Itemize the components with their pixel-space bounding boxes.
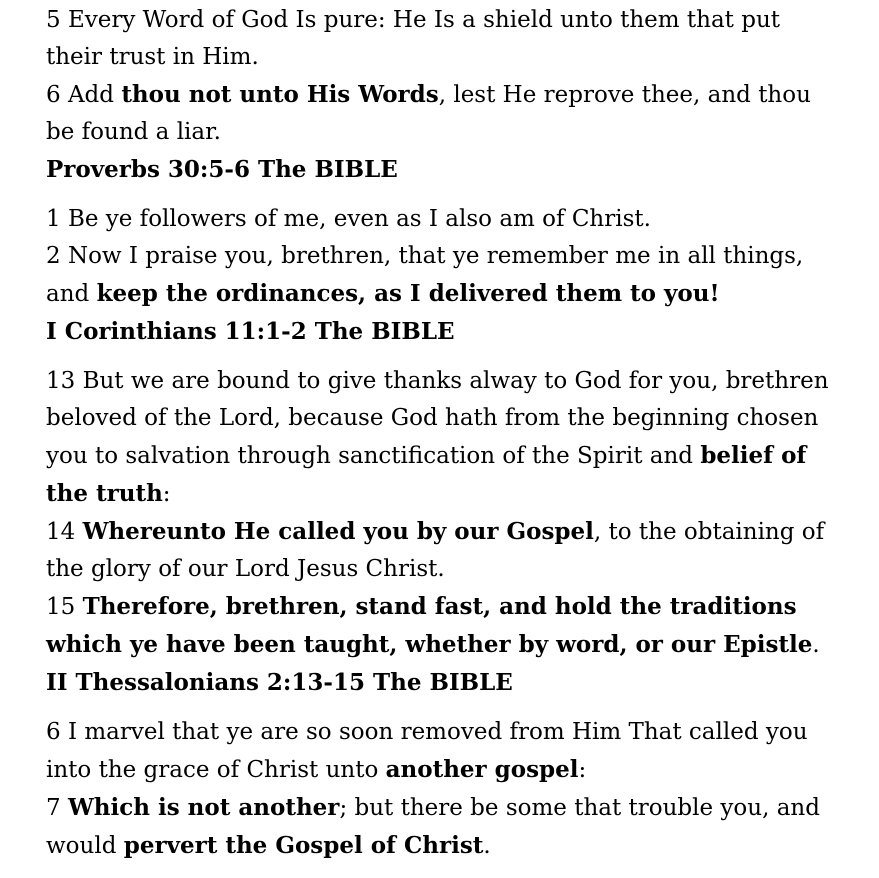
verse-line	[46, 714, 871, 751]
verse-line	[46, 275, 871, 313]
verse-line	[46, 76, 871, 114]
verse-emphasis: belief of	[700, 442, 807, 469]
verse-line	[46, 201, 871, 238]
verse-text: 7	[46, 795, 68, 821]
verse-line	[46, 363, 871, 400]
verse-emphasis: Therefore, brethren, stand fast, and hold the traditions	[82, 593, 797, 620]
verse-line	[46, 789, 871, 827]
verse-text: be found a liar.	[46, 119, 221, 145]
verse-text: .	[483, 833, 491, 859]
verse-emphasis: thou not unto His Words	[121, 81, 439, 108]
verse-text: :	[578, 757, 587, 783]
scripture-reference: I Corinthians 11:1-2 The BIBLE	[46, 318, 455, 345]
scripture-passage	[46, 363, 871, 701]
verse-emphasis: Which is not another	[67, 794, 340, 821]
verse-text: ; but there be some that trouble you, and	[339, 795, 820, 821]
verse-text: you to salvation through sanctification of the Spirit and	[46, 443, 701, 469]
verse-text: 6 I marvel that ye are so soon removed from Him That called you	[46, 719, 808, 745]
verse-emphasis: which ye have been taught, whether by word, or our Epistle	[46, 631, 813, 658]
verse-text: their trust in Him.	[46, 44, 259, 70]
verse-text: beloved of the Lord, because God hath from the beginning chosen	[46, 405, 819, 431]
verse-text: 13 But we are bound to give thanks alway to God for you, brethren	[46, 368, 829, 394]
scripture-reference: Proverbs 30:5-6 The BIBLE	[46, 156, 398, 183]
verse-line	[46, 39, 871, 76]
verse-text: :	[162, 481, 171, 507]
verse-text: 5 Every Word of God Is pure: He Is a shield unto them that put	[46, 7, 781, 33]
verse-emphasis: the truth	[46, 480, 163, 507]
scripture-passage	[46, 2, 871, 188]
verse-text: , to the obtaining of	[593, 519, 825, 545]
verse-line	[46, 400, 871, 437]
verse-text: into the grace of Christ unto	[46, 757, 386, 783]
verse-line	[46, 551, 871, 588]
verse-emphasis: Whereunto He called you by our Gospel	[82, 518, 594, 545]
verse-line	[46, 751, 871, 789]
verse-line	[46, 114, 871, 151]
verse-line	[46, 827, 871, 865]
verse-text: .	[812, 632, 820, 658]
verse-line	[46, 513, 871, 551]
verse-line	[46, 437, 871, 475]
verse-line	[46, 2, 871, 39]
verse-text: 1 Be ye followers of me, even as I also am of Christ.	[46, 206, 651, 232]
verse-line	[46, 588, 871, 626]
verse-text: 15	[46, 594, 83, 620]
verse-text: the glory of our Lord Jesus Christ.	[46, 556, 445, 582]
verse-emphasis: keep the ordinances, as I delivered them to you!	[96, 280, 720, 307]
verse-emphasis: pervert the Gospel of Christ	[123, 832, 484, 859]
verse-text: and	[46, 281, 97, 307]
scripture-passage	[46, 201, 871, 350]
verse-line	[46, 238, 871, 275]
verse-text: 2 Now I praise you, brethren, that ye remember me in all things,	[46, 243, 804, 269]
verse-emphasis: another gospel	[385, 756, 579, 783]
verse-text: , lest He reprove thee, and thou	[438, 82, 811, 108]
scripture-passage	[46, 714, 871, 865]
verse-text: 6 Add	[46, 82, 122, 108]
scripture-document	[46, 2, 871, 878]
verse-line	[46, 475, 871, 513]
scripture-reference: II Thessalonians 2:13-15 The BIBLE	[46, 669, 513, 696]
verse-text: 14	[46, 519, 83, 545]
verse-line	[46, 626, 871, 664]
verse-text: would	[46, 833, 124, 859]
